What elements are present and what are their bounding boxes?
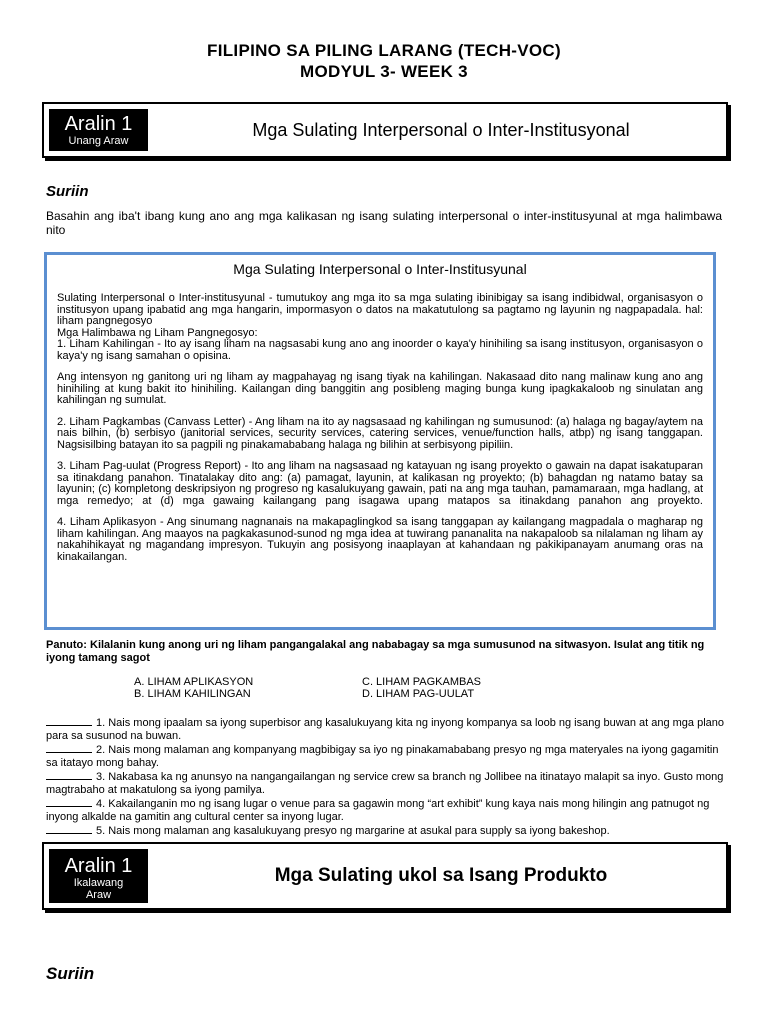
exercise-item (46, 743, 726, 769)
section-label-suriin-2: Suriin (46, 964, 95, 983)
lesson-day-cont: Araw (85, 889, 112, 901)
choices-right (362, 676, 481, 700)
letter-type-pag-uulat: 3. Liham Pag-uulat (Progress Report) - Ito ang liham na nagsasaad ng katayuan ng isang proyekto o gawain na dapat isakatuparan sa itinakdang panahon. Tinatalakay dito ang: (a) pamagat, layunin, at kalikasan ng proyekto; (b) bahagdan ng natamo batay sa layunin; (c) kompletong deskripsiyon ng progreso ng kasalukuyang gawain, pati na ang mga tauhan, pamamaraan, mga hadlang, at mga remedyo; at (d) mga gawaing kailangang pang isagawa upang matapos sa itinakdang panahon ang proyekto. (57, 460, 703, 507)
item-text: 4. Kakailanganin mo ng isang lugar o venue para sa gagawin mong “art exhibit” kung kaya nais mong hilingin ang patnugot ng inyong alkalde na gamitin ang cultural center sa inyong lugar. (46, 798, 710, 823)
letter-type-kahilingan: 1. Liham Kahilingan - Ito ay isang liham na nagsasabi kung ano ang inoorder o kaya'y hinihiling sa isang institusyon, organisasyon o kaya'y ng isang samahan o opisina. (57, 338, 703, 362)
answer-blank[interactable] (46, 824, 92, 834)
exercise-item (46, 770, 726, 796)
definition-paragraph: Sulating Interpersonal o Inter-institusyunal - tumutukoy ang mga ito sa mga sulating ibinibigay sa isang indibidwal, organisasyon o institusyon upang ipabatid ang mga hangarin, impormasyon o datos na makatutulong sa pagtamo ng layunin ng nagpapadala. hal: liham pangnegosyo (57, 292, 703, 327)
lesson-tag-1 (49, 109, 148, 151)
choice-a: A. LIHAM APLIKASYON (134, 676, 254, 688)
answer-blank[interactable] (46, 743, 92, 753)
choice-b: B. LIHAM KAHILINGAN (134, 688, 251, 700)
info-box (44, 252, 716, 630)
exercise-item (46, 797, 726, 823)
lesson-day: Ikalawang (73, 877, 124, 889)
answer-blank[interactable] (46, 770, 92, 780)
info-box-title: Mga Sulating Interpersonal o Inter-Institusyunal (233, 261, 527, 277)
info-box-body (57, 293, 703, 563)
answer-blank[interactable] (46, 716, 92, 726)
lesson-banner-2 (42, 842, 728, 910)
exercise-item (46, 716, 726, 742)
lesson-day: Unang Araw (68, 135, 129, 147)
lesson-number: Aralin 1 (64, 855, 133, 877)
instructions: Panuto: Kilalanin kung anong uri ng liham pangangalakal ang nababagay sa mga sumusunod na sitwasyon. Isulat ang titik ng iyong tamang sagot (46, 639, 705, 664)
choices-left (134, 676, 253, 700)
exercise-items (46, 716, 726, 839)
lesson-banner-1 (42, 102, 728, 158)
module-title: MODYUL 3- WEEK 3 (300, 62, 468, 81)
lesson-number: Aralin 1 (64, 113, 133, 135)
page-title (0, 40, 768, 82)
examples-label: Mga Halimbawa ng Liham Pangnegosyo: (57, 326, 258, 339)
item-text: 2. Nais mong malaman ang kompanyang magbibigay sa iyo ng pinakamababang presyo ng mga materyales na iyong gagamitin sa itatayo mong bahay. (46, 744, 719, 769)
section-label-suriin-1: Suriin (46, 183, 89, 200)
answer-blank[interactable] (46, 797, 92, 807)
lesson-heading-1: Mga Sulating Interpersonal o Inter-Institusyonal (252, 119, 630, 140)
letter-type-pagkambas: 2. Liham Pagkambas (Canvass Letter) - Ang liham na ito ay nagsasaad ng kahilingan ng sumusunod: (a) halaga ng bagay/aytem na nais bilhin, (b) serbisyo (janitorial services, security services, catering services, venue/function halls, atbp) ng isang tanggapan. Nagsisilbing batayan ito sa pagpili ng pinakamababang halaga ng bilihin at serbisyong pipiliin. (57, 415, 703, 451)
course-title: FILIPINO SA PILING LARANG (TECH-VOC) (207, 41, 561, 60)
letter-type-kahilingan-detail: Ang intensyon ng ganitong uri ng liham ay magpahayag ng isang tiyak na kahilingan. Nakasaad dito nang malinaw kung ano ang hinihiling at kung bakit ito hinihiling. Kailangan ding banggitin ang posibleng maging bunga kung ipagkakaloob ng sinulatan ang kahilingan ng sumulat. (57, 371, 703, 406)
item-text: 5. Nais mong malaman ang kasalukuyang presyo ng margarine at asukal para supply sa iyong bakeshop. (96, 825, 610, 837)
lesson-tag-2 (49, 849, 148, 903)
choice-c: C. LIHAM PAGKAMBAS (362, 676, 481, 688)
item-text: 1. Nais mong ipaalam sa iyong superbisor ang kasalukuyang kita ng inyong kompanya sa loob ng isang buwan at ang mga plano para sa susunod na buwan. (46, 717, 725, 742)
item-text: 3. Nakabasa ka ng anunsyo na nangangailangan ng service crew sa branch ng Jollibee na itinatayo malapit sa inyo. Gusto mong magtrabaho at makatulong sa iyong pamilya. (46, 771, 724, 796)
letter-type-aplikasyon: 4. Liham Aplikasyon - Ang sinumang nagnanais na makapaglingkod sa isang tanggapan ay kailangang magpadala o magharap ng liham kahilingan. Ang maayos na pagkakasunod-sunod ng mga idea at tuwirang pananalita na nakapaloob sa nilalaman ng liham ay nakahihikayat ng magandang impresyon. Tukuyin ang posisyong inaaplayan at kahandaan ng pakikipanayam anumang oras na kinakailangan. (57, 516, 703, 563)
intro-paragraph: Basahin ang iba't ibang kung ano ang mga kalikasan ng isang sulating interpersonal o inter-institusyunal at mga halimbawa nito (46, 209, 722, 237)
lesson-heading-2: Mga Sulating ukol sa Isang Produkto (274, 865, 608, 886)
exercise-item (46, 824, 726, 838)
choice-d: D. LIHAM PAG-UULAT (362, 688, 475, 700)
